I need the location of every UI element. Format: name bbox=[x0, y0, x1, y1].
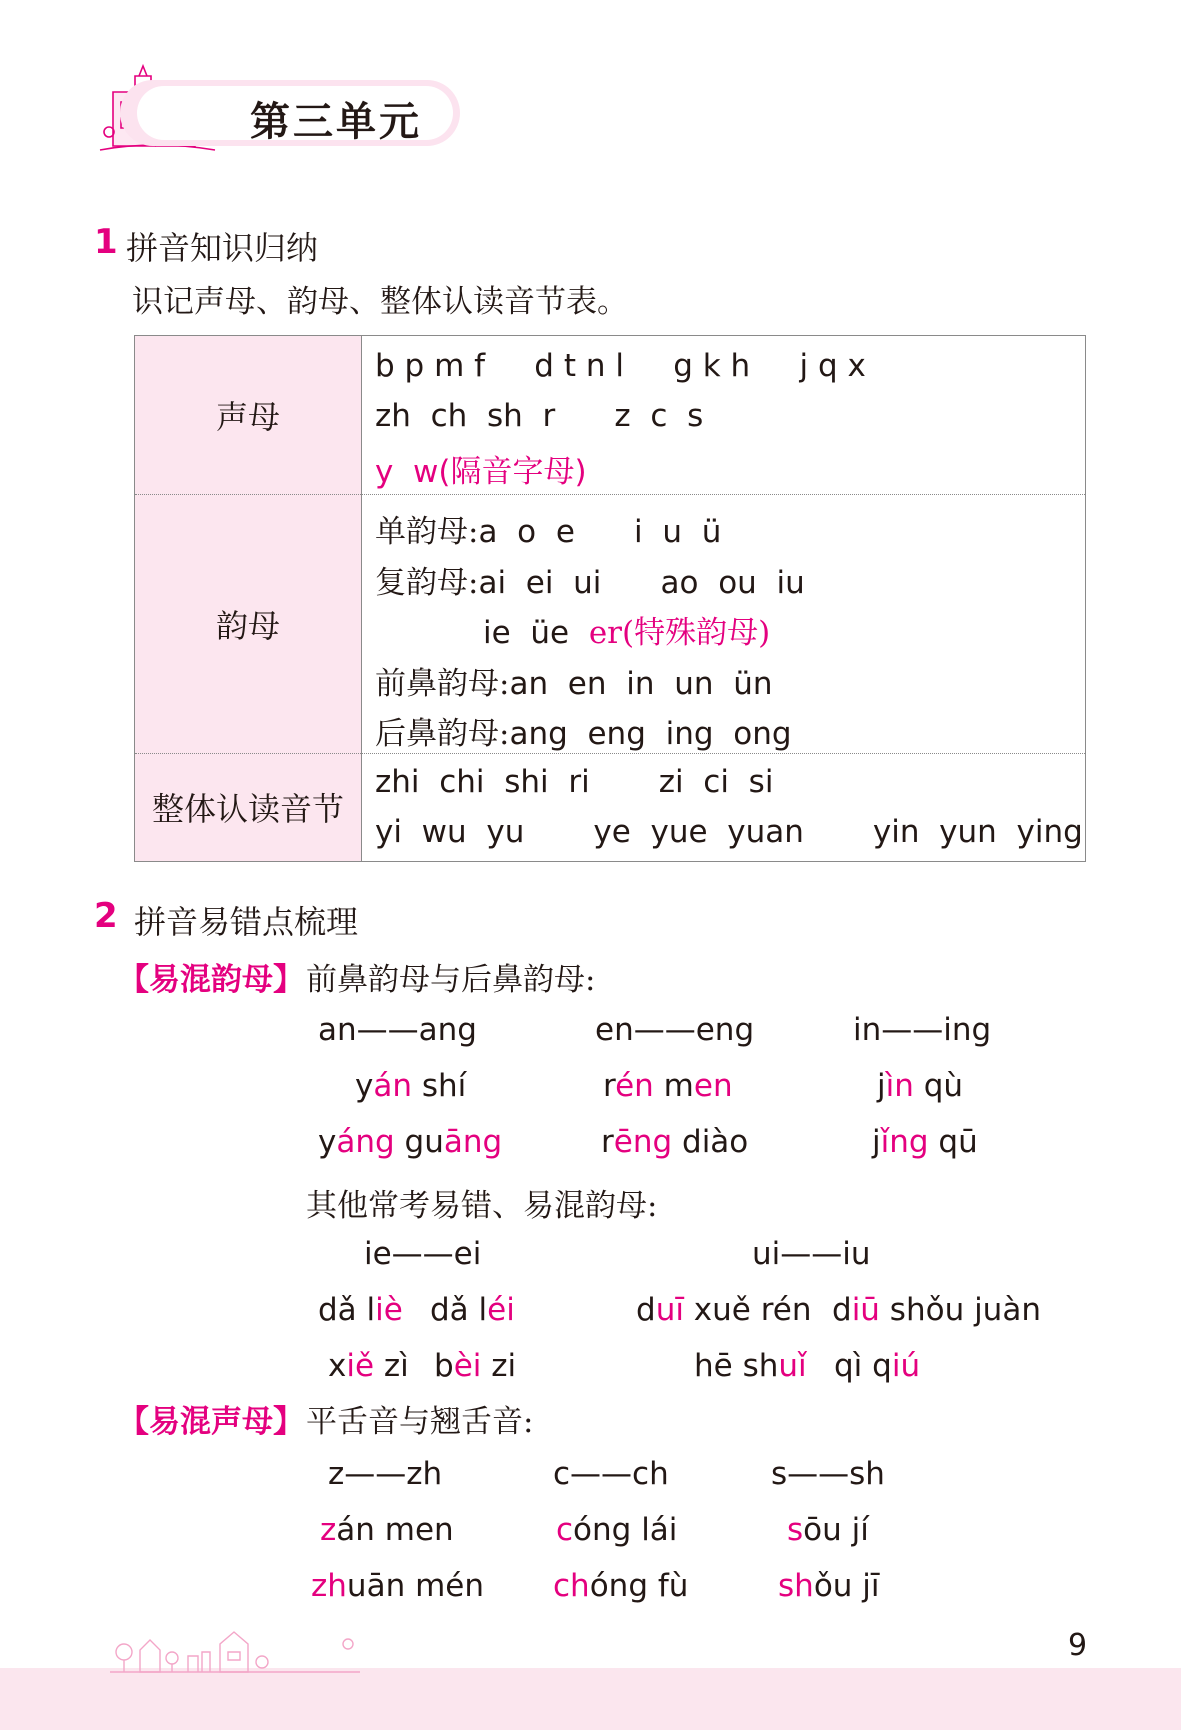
word-part: qù bbox=[913, 1068, 964, 1104]
word-highlight: én bbox=[615, 1068, 654, 1104]
word-part: r bbox=[601, 1124, 614, 1160]
label-zhengti: 整体认读音节 bbox=[135, 753, 361, 861]
yunmu-hou-prefix: 后鼻韵母: bbox=[375, 716, 510, 752]
word-part: y bbox=[318, 1124, 337, 1160]
word-highlight: āng bbox=[443, 1124, 503, 1160]
pinyin-table bbox=[134, 335, 1086, 862]
word-part: m bbox=[653, 1068, 694, 1104]
word-cong-lai bbox=[556, 1512, 677, 1548]
table-divider-vertical bbox=[361, 336, 362, 861]
word-highlight: zh bbox=[311, 1568, 347, 1604]
word-dui-xue-ren bbox=[636, 1292, 812, 1328]
word-highlight: iū bbox=[851, 1292, 880, 1328]
word-bei-zi bbox=[434, 1348, 516, 1384]
yunmu-dan-prefix: 单韵母: bbox=[375, 514, 479, 550]
word-zan-men bbox=[320, 1512, 454, 1548]
word-part: j bbox=[872, 1124, 881, 1160]
word-part: qì q bbox=[834, 1348, 892, 1384]
footer-band bbox=[0, 1668, 1181, 1730]
word-part: xuě rén bbox=[683, 1292, 812, 1328]
word-part: zi bbox=[481, 1348, 517, 1384]
yunmu-fu-values: ai ei ui ao ou iu bbox=[478, 565, 805, 601]
word-highlight: uī bbox=[655, 1292, 684, 1328]
yunmu-hou-values: ang eng ing ong bbox=[509, 716, 792, 752]
yunmu-fu-row-2 bbox=[483, 607, 770, 652]
label-yunmu: 韵母 bbox=[135, 494, 361, 753]
word-highlight: iú bbox=[891, 1348, 921, 1384]
word-chong-fu bbox=[553, 1568, 688, 1604]
word-highlight: án bbox=[373, 1068, 413, 1104]
word-highlight: èi bbox=[453, 1348, 482, 1384]
word-part: dǎ l bbox=[430, 1292, 488, 1328]
yunmu-fu-line2: ie üe bbox=[483, 615, 589, 651]
word-highlight: ēng bbox=[613, 1124, 673, 1160]
pair-ui-iu: ui——iu bbox=[752, 1236, 871, 1272]
word-zhuan-men bbox=[311, 1568, 484, 1604]
section-2-number: 2 bbox=[94, 896, 118, 936]
section-1-title: 拼音知识归纳 bbox=[126, 229, 319, 267]
word-part: j bbox=[877, 1068, 886, 1104]
word-highlight: ìn bbox=[885, 1068, 914, 1104]
word-highlight: ch bbox=[553, 1568, 590, 1604]
section-1-number: 1 bbox=[94, 222, 118, 262]
word-part: hē sh bbox=[694, 1348, 779, 1384]
pair-in-ing: in——ing bbox=[853, 1012, 992, 1048]
section-2-title: 拼音易错点梳理 bbox=[134, 903, 359, 941]
pair-s-sh: s——sh bbox=[771, 1456, 885, 1492]
table-divider-row-2 bbox=[135, 753, 1085, 754]
word-part: x bbox=[328, 1348, 347, 1384]
desc-other-yunmu: 其他常考易错、易混韵母: bbox=[306, 1188, 658, 1224]
word-part: óng lái bbox=[573, 1512, 678, 1548]
word-part: dǎ l bbox=[318, 1292, 376, 1328]
tag-shengmu: 【易混声母】 bbox=[118, 1404, 304, 1440]
yunmu-fu-prefix: 复韵母: bbox=[375, 565, 479, 601]
word-part: qū bbox=[928, 1124, 978, 1160]
page-number: 9 bbox=[1068, 1628, 1088, 1663]
word-highlight: iě bbox=[346, 1348, 375, 1384]
pair-c-ch: c——ch bbox=[553, 1456, 669, 1492]
word-part: óng fù bbox=[589, 1568, 689, 1604]
footer-town-illustration bbox=[110, 1622, 370, 1676]
zhengti-line-2: yi wu yu ye yue yuan yin yun ying bbox=[375, 814, 1083, 850]
yunmu-dan-row bbox=[375, 506, 721, 551]
word-highlight: éi bbox=[487, 1292, 515, 1328]
pair-an-ang: an——ang bbox=[318, 1012, 477, 1048]
yunmu-dan-values: a o e i u ü bbox=[478, 514, 722, 550]
word-yang-guang bbox=[318, 1124, 502, 1160]
word-part: b bbox=[434, 1348, 454, 1384]
word-part: d bbox=[636, 1292, 656, 1328]
word-highlight: sh bbox=[778, 1568, 814, 1604]
yunmu-qian-values: an en in un ün bbox=[509, 666, 773, 702]
word-sou-ji bbox=[787, 1512, 869, 1548]
zhengti-line-1: zhi chi shi ri zi ci si bbox=[375, 764, 774, 800]
word-xie-zi bbox=[328, 1348, 409, 1384]
pair-en-eng: en——eng bbox=[595, 1012, 755, 1048]
word-part: shí bbox=[412, 1068, 467, 1104]
word-jin-qu bbox=[877, 1068, 963, 1104]
word-highlight: s bbox=[787, 1512, 804, 1548]
desc-yunmu: 前鼻韵母与后鼻韵母: bbox=[306, 962, 596, 998]
yunmu-qian-prefix: 前鼻韵母: bbox=[375, 666, 510, 702]
yunmu-er-special: er(特殊韵母) bbox=[588, 615, 771, 651]
word-da-lie bbox=[318, 1292, 403, 1328]
desc-shengmu: 平舌音与翘舌音: bbox=[306, 1404, 534, 1440]
word-highlight: uǐ bbox=[778, 1348, 807, 1384]
table-divider-row-1 bbox=[135, 494, 1085, 495]
word-ren-men bbox=[603, 1068, 733, 1104]
word-part: ōu jí bbox=[803, 1512, 869, 1548]
word-highlight: en bbox=[693, 1068, 733, 1104]
word-part: ǒu jī bbox=[813, 1568, 880, 1604]
word-part: án men bbox=[336, 1512, 454, 1548]
tag-yunmu: 【易混韵母】 bbox=[118, 962, 304, 998]
word-part: y bbox=[355, 1068, 374, 1104]
word-shou-ji bbox=[778, 1568, 880, 1604]
word-part: shǒu juàn bbox=[879, 1292, 1041, 1328]
word-highlight: c bbox=[556, 1512, 574, 1548]
word-part: diào bbox=[672, 1124, 749, 1160]
word-part: r bbox=[603, 1068, 616, 1104]
word-highlight: áng bbox=[336, 1124, 395, 1160]
word-highlight: z bbox=[320, 1512, 337, 1548]
word-qi-qiu bbox=[834, 1348, 920, 1384]
word-highlight: iè bbox=[375, 1292, 403, 1328]
shengmu-line-2: zh ch sh r z c s bbox=[375, 398, 704, 434]
yunmu-hou-row bbox=[375, 708, 792, 753]
word-part: d bbox=[832, 1292, 852, 1328]
pair-z-zh: z——zh bbox=[328, 1456, 443, 1492]
shengmu-line-1: b p m f d t n l g k h j q x bbox=[375, 348, 866, 384]
word-part: uān mén bbox=[346, 1568, 484, 1604]
word-da-lei bbox=[430, 1292, 515, 1328]
section-1-intro: 识记声母、韵母、整体认读音节表。 bbox=[132, 284, 628, 320]
yunmu-fu-row bbox=[375, 557, 805, 602]
word-diu-shou-juan bbox=[832, 1292, 1041, 1328]
unit-title: 第三单元 bbox=[250, 99, 422, 145]
word-highlight: ǐng bbox=[880, 1124, 929, 1160]
word-yan-shi bbox=[355, 1068, 466, 1104]
word-part: zì bbox=[374, 1348, 409, 1384]
word-reng-diao bbox=[601, 1124, 748, 1160]
label-shengmu: 声母 bbox=[135, 336, 361, 494]
word-jing-qu bbox=[872, 1124, 978, 1160]
word-he-shui bbox=[694, 1348, 807, 1384]
pair-ie-ei: ie——ei bbox=[364, 1236, 482, 1272]
yunmu-qian-row bbox=[375, 658, 773, 703]
word-part: gu bbox=[394, 1124, 444, 1160]
shengmu-line-3: y w(隔音字母) bbox=[375, 454, 587, 490]
